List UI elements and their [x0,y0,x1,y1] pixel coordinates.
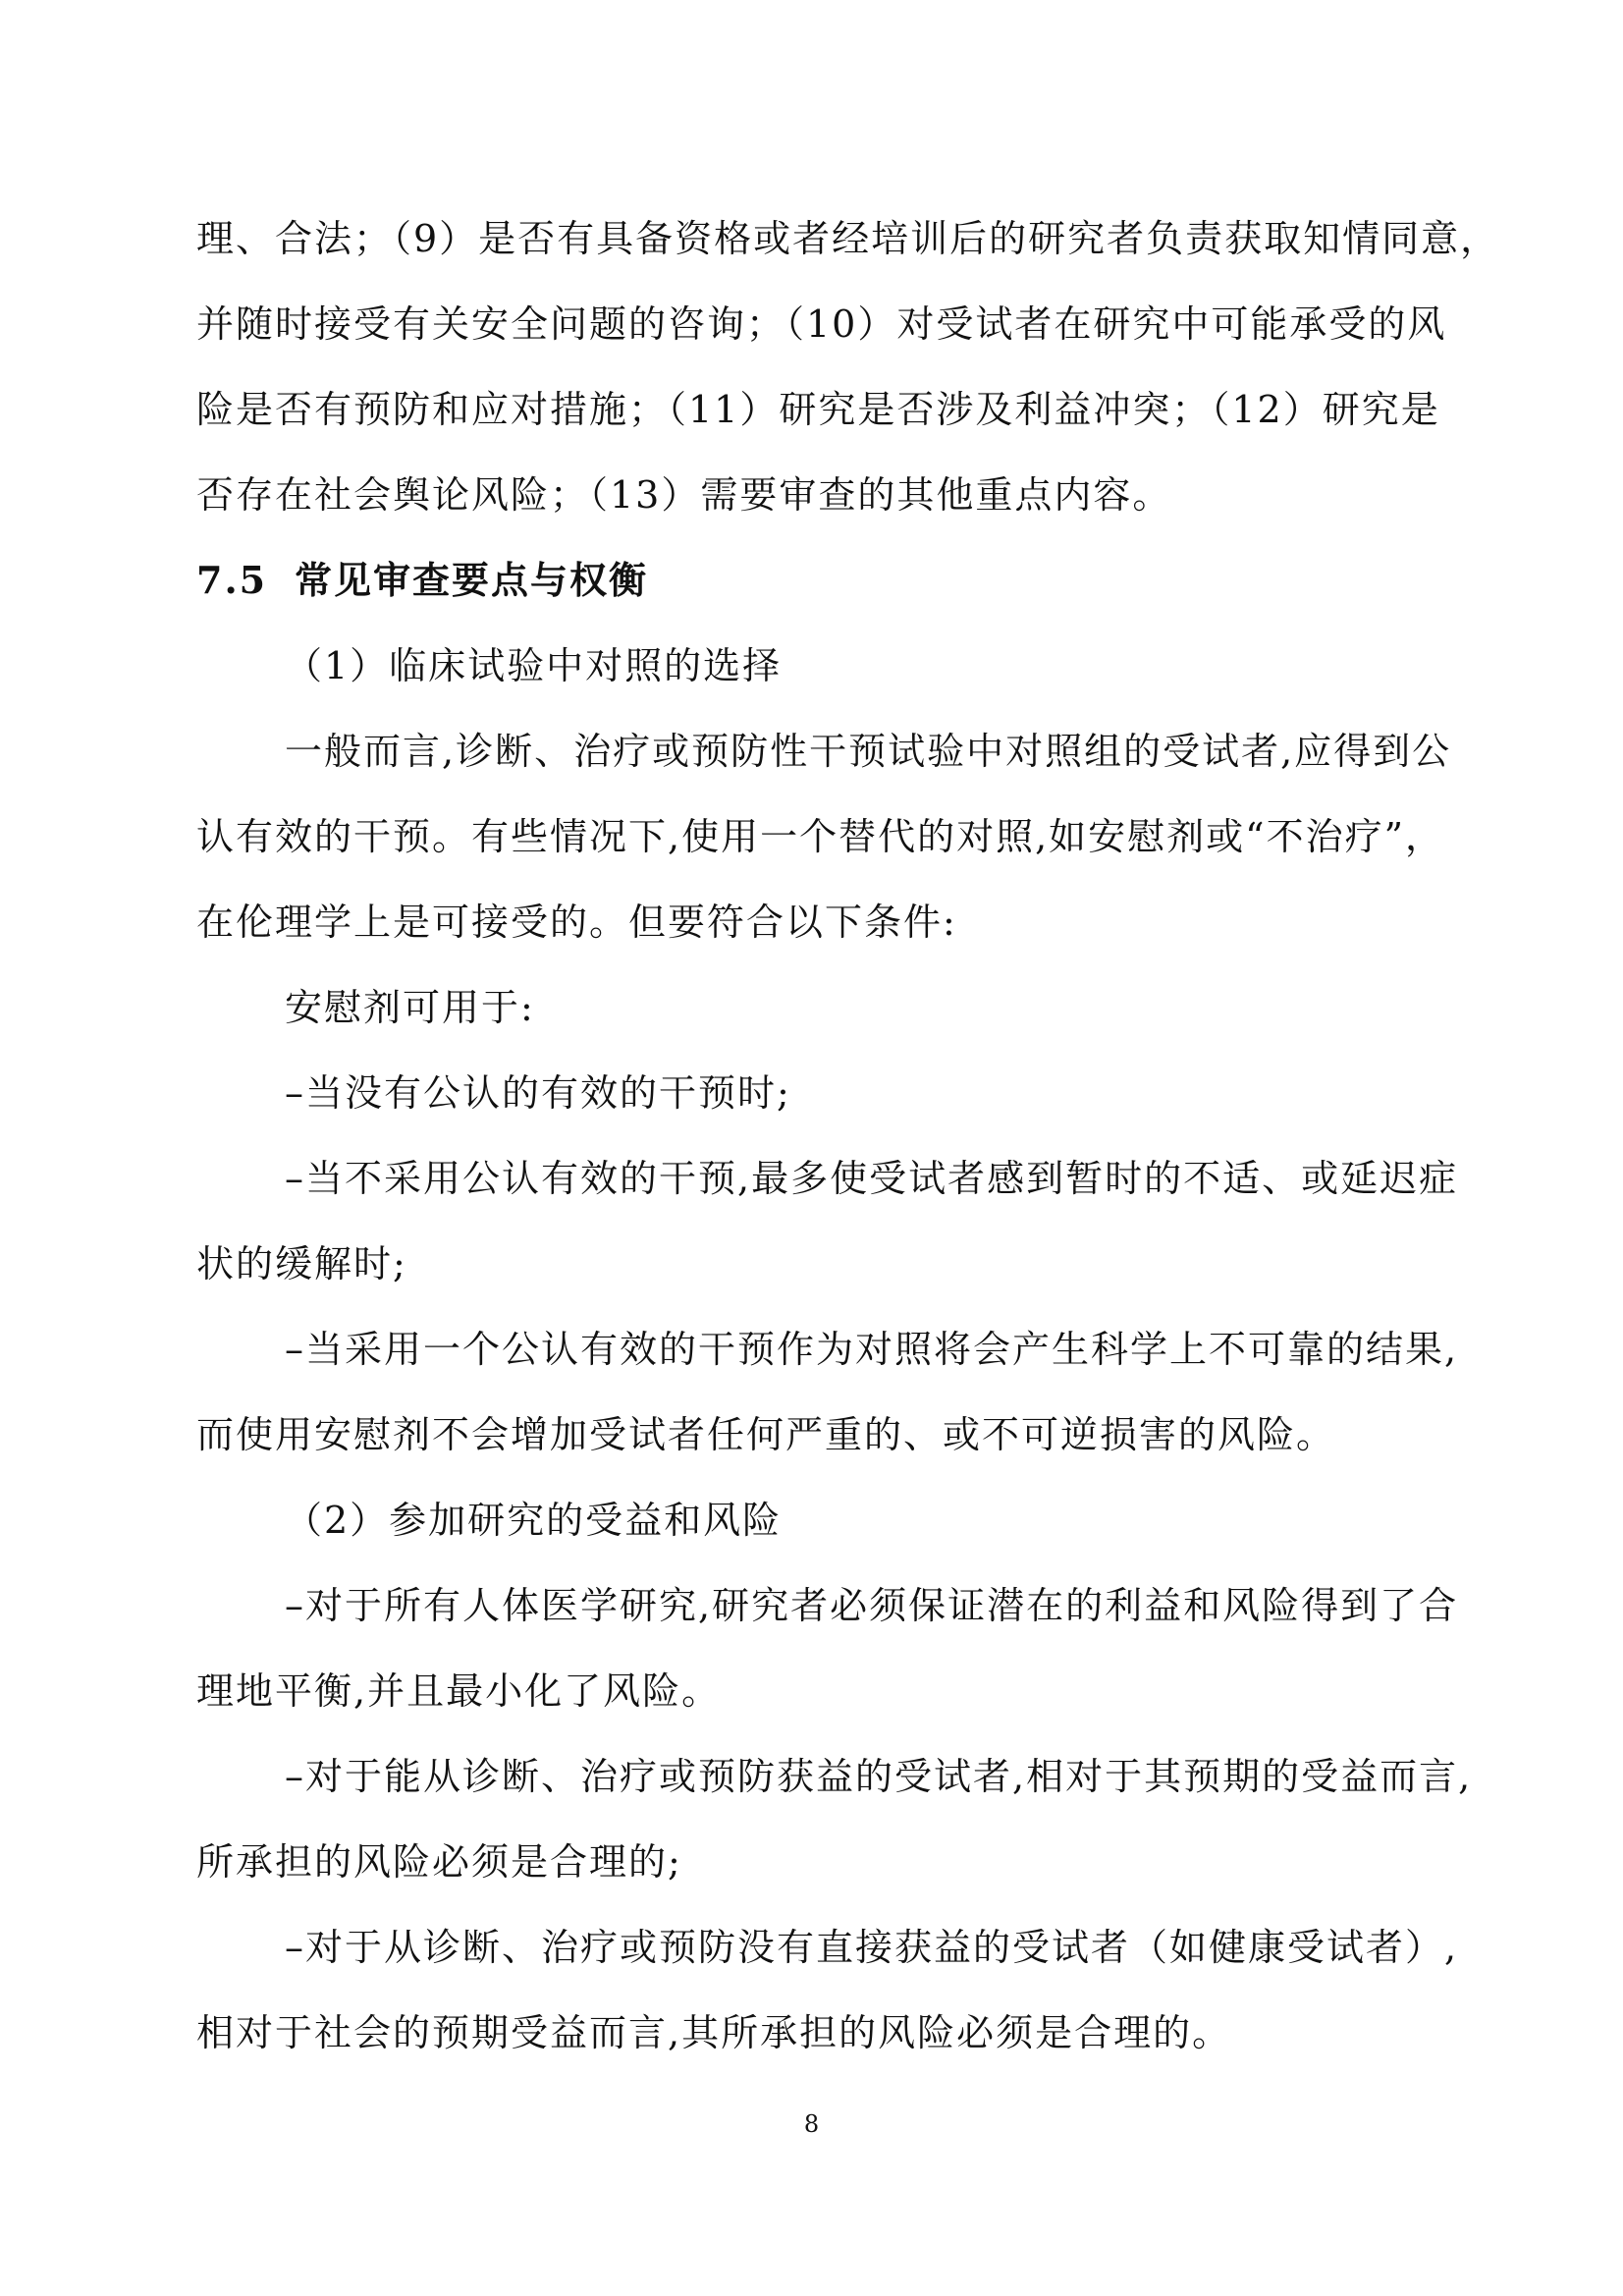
text-line: 相对于社会的预期受益而言,其所承担的风险必须是合理的。 [196,2011,1232,2054]
text-line: 状的缓解时; [196,1242,407,1285]
list-item: –对于从诊断、治疗或预防没有直接获益的受试者（如健康受试者）, [285,1926,1459,1969]
text-line: 认有效的干预。有些情况下,使用一个替代的对照,如安慰剂或“不治疗”， [196,815,1445,858]
page-number: 8 [803,2110,820,2138]
text-line: 理地平衡,并且最小化了风险。 [196,1669,722,1713]
text-line: 否存在社会舆论风险；（13）需要审查的其他重点内容。 [196,473,1172,517]
text-line: 安慰剂可用于: [285,986,535,1029]
section-number: 7.5 [196,558,268,602]
section-title: 常见审查要点与权衡 [295,558,649,602]
text-line: 一般而言,诊断、治疗或预防性干预试验中对照组的受试者,应得到公 [285,730,1452,773]
list-item: –当采用一个公认有效的干预作为对照将会产生科学上不可靠的结果, [285,1328,1459,1371]
text-line: 并随时接受有关安全问题的咨询；（10）对受试者在研究中可能承受的风 [196,302,1447,346]
text-line: 理、合法；（9）是否有具备资格或者经培训后的研究者负责获取知情同意， [196,217,1500,260]
subsection-title: （2）参加研究的受益和风险 [285,1499,783,1542]
subsection-title: （1）临床试验中对照的选择 [285,644,783,687]
list-item: –当没有公认的有效的干预时; [285,1071,791,1115]
text-line: 而使用安慰剂不会增加受试者任何严重的、或不可逆损害的风险。 [196,1413,1336,1456]
section-heading [196,556,1438,605]
list-item: –当不采用公认有效的干预,最多使受试者感到暂时的不适、或延迟症 [285,1157,1459,1200]
text-line: 所承担的风险必须是合理的; [196,1840,682,1884]
text-line: 险是否有预防和应对措施；（11）研究是否涉及利益冲突；（12）研究是 [196,388,1440,431]
list-item: –对于能从诊断、治疗或预防获益的受试者,相对于其预期的受益而言, [285,1755,1473,1798]
text-line: 在伦理学上是可接受的。但要符合以下条件: [196,901,957,944]
list-item: –对于所有人体医学研究,研究者必须保证潜在的利益和风险得到了合 [285,1584,1459,1627]
